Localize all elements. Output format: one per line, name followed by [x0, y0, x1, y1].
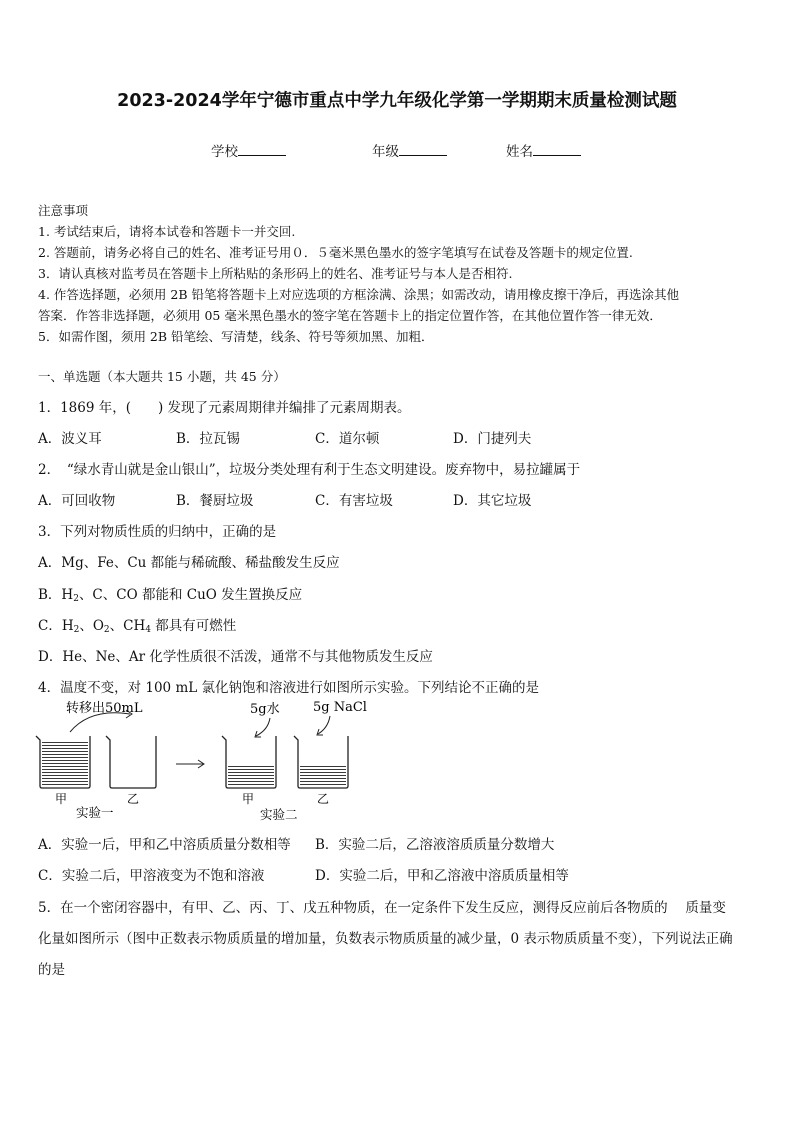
q3-option-d: D．He、Ne、Ar 化学性质很不活泼，通常不与其他物质发生反应 [38, 649, 433, 665]
exam-title: 2023-2024学年宁德市重点中学九年级化学第一学期期末质量检测试题 [117, 91, 677, 111]
nacl-arrow-head [317, 729, 323, 735]
notice-item: 5．如需作图，须用 2B 铅笔绘、写清楚，线条、符号等须加黑、加粗． [38, 329, 434, 344]
water-arrow [256, 718, 270, 736]
q4-option-c: C．实验二后，甲溶液变为不饱和溶液 [38, 868, 265, 884]
exp2-label: 实验二 [260, 807, 298, 822]
q4-option-a: A．实验一后，甲和乙中溶质质量分数相等 [38, 837, 291, 853]
beaker-outline [106, 736, 156, 788]
beaker-yi-2 [294, 736, 348, 788]
notice-item: 2. 答题前，请务必将自己的姓名、准考证号用０．５毫米黑色墨水的签字笔填写在试卷及答题卡的规定位置. [38, 245, 633, 260]
experiment-figure [30, 696, 375, 826]
question-5-line-2: 化量如图所示（图中正数表示物质质量的增加量，负数表示物质质量的减少量，0 表示物质质量不变），下列说法正确 [38, 931, 733, 947]
q3-b-subscript: 2 [73, 594, 79, 604]
label-jia-2: 甲 [242, 792, 255, 806]
grade-field [372, 140, 447, 160]
question-5-line-3: 的是 [38, 962, 65, 978]
q1-option-d: D．门捷列夫 [453, 431, 532, 447]
q3-c-text-4: 都具有可燃性 [151, 618, 237, 634]
q2-option-b: B．餐厨垃圾 [176, 493, 254, 509]
grade-label: 年级 [372, 144, 399, 160]
q3-c-subscript-3: 4 [145, 625, 151, 635]
grade-blank [399, 143, 447, 156]
school-field [211, 140, 286, 160]
notice-heading: 注意事项 [38, 203, 89, 218]
label-jia-1: 甲 [55, 792, 68, 806]
solution-fill [42, 740, 88, 786]
notice-item: 1. 考试结束后，请将本试卷和答题卡一并交回. [38, 224, 296, 239]
q3-option-c [38, 614, 236, 634]
label-yi-1: 乙 [127, 792, 140, 806]
q3-b-text-2: 、C、CO 都能和 CuO 发生置换反应 [78, 587, 303, 603]
q1-option-b: B．拉瓦锡 [176, 431, 240, 447]
beaker-jia-2 [222, 736, 276, 788]
q3-option-a: A．Mg、Fe、Cu 都能与稀硫酸、稀盐酸发生反应 [38, 555, 340, 571]
q3-c-text-3: 、CH [109, 618, 146, 634]
nacl-arrow [318, 716, 330, 734]
notice-item: 3．请认真核对监考员在答题卡上所粘贴的条形码上的姓名、准考证号与本人是否相符. [38, 266, 513, 281]
notice-item: 4. 作答选择题，必须用 2B 铅笔将答题卡上对应选项的方框涂满、涂黑；如需改动，请用橡皮擦干净后，再选涂其他 [38, 287, 679, 302]
notice-item: 答案．作答非选择题，必须用 05 毫米黑色墨水的签字笔在答题卡上的指定位置作答，在其他位置作答一律无效． [38, 308, 662, 323]
section-heading: 一、单选题（本大题共 15 小题，共 45 分） [38, 369, 286, 384]
school-blank [238, 143, 286, 156]
q3-c-subscript-2: 2 [103, 625, 110, 635]
beaker-yi-1 [106, 736, 156, 788]
q3-c-text: C．H [38, 618, 74, 634]
q2-option-a: A．可回收物 [38, 493, 116, 509]
q4-option-b: B．实验二后，乙溶液溶质质量分数增大 [315, 837, 555, 853]
nacl-label: 5g NaCl [313, 700, 367, 715]
label-yi-2: 乙 [317, 792, 330, 806]
solution-fill [228, 766, 274, 786]
q1-option-c: C．道尔顿 [315, 431, 380, 447]
question-3-stem: 3．下列对物质性质的归纳中，正确的是 [38, 524, 277, 540]
name-label: 姓名 [506, 144, 533, 160]
q3-c-text-2: 、O [79, 618, 104, 634]
q3-c-subscript-1: 2 [73, 625, 80, 635]
q2-option-c: C．有害垃圾 [315, 493, 393, 509]
name-field [506, 140, 581, 160]
name-blank [533, 143, 581, 156]
q3-b-text: B．H [38, 587, 74, 603]
q4-option-d: D．实验二后，甲和乙溶液中溶质质量相等 [315, 868, 569, 884]
question-5-line-1: 5．在一个密闭容器中，有甲、乙、丙、丁、戊五种物质，在一定条件下发生反应，测得反应前后各物质的 质量变 [38, 900, 726, 916]
school-label: 学校 [211, 144, 238, 160]
exp1-label: 实验一 [76, 805, 114, 820]
q2-option-d: D．其它垃圾 [453, 493, 532, 509]
question-2-stem: 2． “绿水青山就是金山银山”，垃圾分类处理有利于生态文明建设。废弃物中，易拉罐属于 [38, 462, 581, 478]
transfer-label: 转移出50mL [66, 701, 143, 716]
question-1-stem: 1．1869 年，( ) 发现了元素周期律并编排了元素周期表。 [38, 400, 411, 416]
q1-option-a: A．波义耳 [38, 431, 102, 447]
question-4-stem: 4．温度不变，对 100 mL 氯化钠饱和溶液进行如图所示实验。下列结论不正确的是 [38, 680, 539, 696]
water-label: 5g水 [250, 702, 280, 717]
solution-fill [300, 766, 346, 786]
q3-option-b [38, 583, 302, 603]
beaker-jia-1 [36, 736, 90, 788]
